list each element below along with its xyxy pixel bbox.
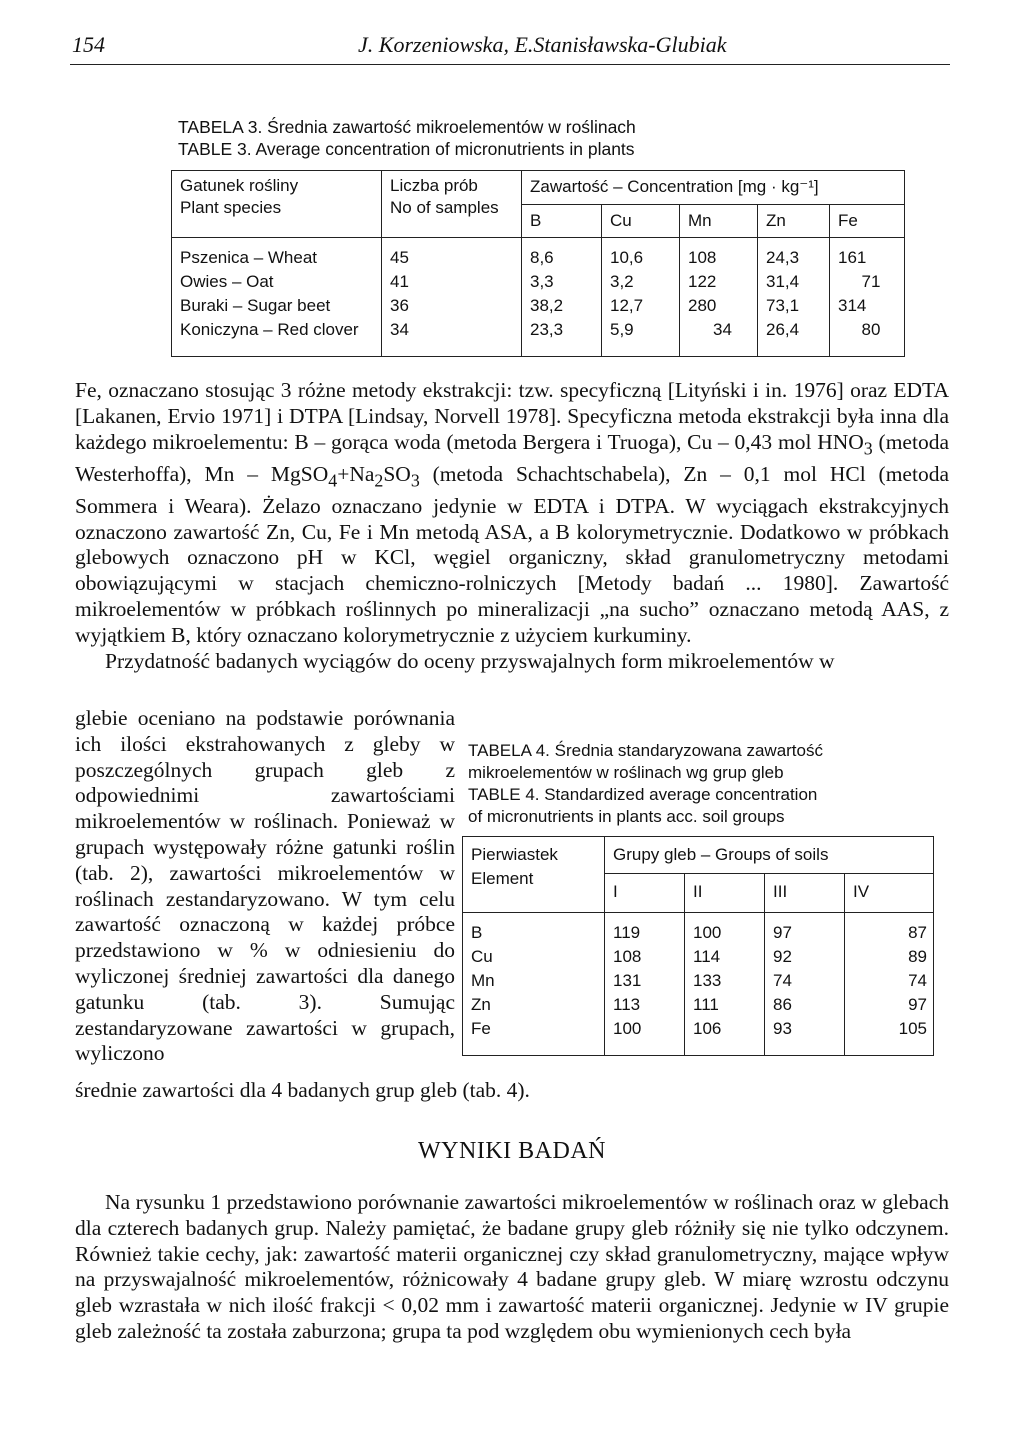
table-row <box>463 969 934 993</box>
table3-samples: 34 <box>382 318 522 357</box>
table4-value-group-i: 113 <box>605 993 685 1017</box>
table4-value-group-iv: 89 <box>845 945 934 969</box>
page-number: 154 <box>72 32 105 57</box>
table3-value-zn: 73,1 <box>758 294 830 318</box>
table4-value-group-ii: 106 <box>685 1017 765 1056</box>
table3-value-zn: 26,4 <box>758 318 830 357</box>
table4-element: B <box>471 923 483 942</box>
table3-value-mn: 280 <box>680 294 758 318</box>
table4-element: Mn <box>471 971 495 990</box>
paragraph-methods <box>75 378 949 674</box>
table3-value-mn: 34 <box>680 318 758 357</box>
table4-value-group-iii: 86 <box>765 993 845 1017</box>
table4-value-group-i: 100 <box>605 1017 685 1056</box>
table3-value-cu: 3,2 <box>602 270 680 294</box>
table-row <box>463 1017 934 1056</box>
table3-samples: 36 <box>382 294 522 318</box>
table4-head-group-ii: II <box>685 874 765 913</box>
table4-head-groups: Grupy gleb – Groups of soils <box>605 837 934 874</box>
table4-head-group-iii: III <box>765 874 845 913</box>
table3-value-cu: 12,7 <box>602 294 680 318</box>
table3-value-b: 8,6 <box>522 238 602 271</box>
table4-value-group-iii: 93 <box>765 1017 845 1056</box>
running-authors: J. Korzeniowska, E.Stanisławska-Glubiak <box>358 32 727 57</box>
table3-caption <box>178 116 636 160</box>
table3-value-zn: 31,4 <box>758 270 830 294</box>
paragraph-results <box>75 1190 949 1345</box>
table-row <box>463 945 934 969</box>
section-title: WYNIKI BADAŃ <box>418 1138 606 1164</box>
table4-value-group-ii: 100 <box>685 913 765 946</box>
table4-value-group-ii: 114 <box>685 945 765 969</box>
table3-species: Pszenica – Wheat <box>180 248 318 267</box>
table3-value-zn: 24,3 <box>758 238 830 271</box>
table3-species: Koniczyna – Red clover <box>180 320 359 339</box>
paragraph-usefulness-end: średnie zawartości dla 4 badanych grup gleb (tab. 4). <box>75 1078 530 1102</box>
table3-head-fe: Fe <box>830 205 905 238</box>
table4-caption: TABELA 4. Średnia standaryzowana zawartość mikroelementów w roślinach wg grup gleb TABLE 4. Standardized average concentration of micronutrients in plants acc. soil groups <box>468 741 823 826</box>
table4-value-group-i: 131 <box>605 969 685 993</box>
table3-caption-pl: TABELA 3. Średnia zawartość mikroelementów w roślinach <box>178 117 636 137</box>
table4-head-group-i: I <box>605 874 685 913</box>
table3-value-fe: 314 <box>830 294 905 318</box>
table4-head-element: Pierwiastek Element <box>463 837 605 913</box>
table4-value-group-ii: 133 <box>685 969 765 993</box>
table3-head-b: B <box>522 205 602 238</box>
table3-head-samples: Liczba prób No of samples <box>382 171 522 238</box>
table3-value-cu: 5,9 <box>602 318 680 357</box>
table4-value-group-iii: 97 <box>765 913 845 946</box>
table3-value-cu: 10,6 <box>602 238 680 271</box>
table4-element: Fe <box>471 1019 491 1038</box>
table-row <box>172 238 905 271</box>
paragraph-usefulness-wrap: glebie oceniano na podstawie porównania ich ilości ekstrahowanych z gleby w poszczególnych grupach gleb z odpowiednimi zawartościami mikroelementów w roślinach. Ponieważ w grupach występowały różne gatunki roślin (tab. 2), zawartości mikroelementów w roślinach zestandaryzowano. W tym celu zawartość oznaczoną w każdej próbce przedstawiono w % w odniesieniu do wyliczonej średniej zawartości dla danego gatunku (tab. 3). Sumując zestandaryzowane zawartości w grupach, wyliczono <box>75 706 455 1066</box>
table3-species: Owies – Oat <box>180 272 274 291</box>
table-row <box>172 318 905 357</box>
table3-head-zn: Zn <box>758 205 830 238</box>
table4-value-group-iv: 97 <box>845 993 934 1017</box>
table4 <box>462 836 934 1056</box>
table-row <box>463 993 934 1017</box>
table3-head-mn: Mn <box>680 205 758 238</box>
table-row <box>172 270 905 294</box>
table4-value-group-iv: 87 <box>845 913 934 946</box>
table3-value-fe: 71 <box>830 270 905 294</box>
table3-samples: 45 <box>382 238 522 271</box>
table4-value-group-i: 108 <box>605 945 685 969</box>
table3-caption-en: TABLE 3. Average concentration of micronutrients in plants <box>178 139 635 159</box>
table3-value-b: 38,2 <box>522 294 602 318</box>
table3-head-cu: Cu <box>602 205 680 238</box>
table3-species: Buraki – Sugar beet <box>180 296 331 315</box>
table3-head-concentration: Zawartość – Concentration [mg · kg⁻¹] <box>522 171 905 205</box>
table-row <box>463 913 934 946</box>
running-header <box>70 30 950 65</box>
table3-samples: 41 <box>382 270 522 294</box>
table3-value-mn: 122 <box>680 270 758 294</box>
table4-value-group-iv: 74 <box>845 969 934 993</box>
table4-value-group-iii: 92 <box>765 945 845 969</box>
table-row <box>172 294 905 318</box>
table3-value-b: 23,3 <box>522 318 602 357</box>
table3-head-species: Gatunek rośliny Plant species <box>172 171 382 238</box>
table4-element: Cu <box>471 947 493 966</box>
table4-value-group-iv: 105 <box>845 1017 934 1056</box>
paragraph-methods-text: Fe, oznaczano stosując 3 różne metody ekstrakcji: tzw. specyficzną [Lityński i in. 1976] oraz EDTA [Lakanen, Ervio 1971] i DTPA [Lindsay, Norvell 1978]. Specyficzna metoda ekstrakcji była inna dla każdego mikroelementu: B – gorąca woda (metoda Bergera i Truoga), Cu – 0,43 mol $HNO_3$ (metoda Westerhoffa), $Mn - MgSO_4+Na_2SO_3$ (metoda Schachtschabela), Zn – 0,1 mol HCl (metoda Sommera i Weara). Żelazo oznaczano jedynie w EDTA i DTPA. W wyciągach ekstrakcyjnych oznaczono zawartość Zn, Cu, Fe i Mn metodą ASA, a B kolorymetrycznie. Dodatkowo w próbkach glebowych oznaczono pH w KCl, węgiel organiczny, skład granulometryczny metodami obowiązującymi w stacjach chemiczno-rolniczych [Metody badań ... 1980]. Zawartość mikroelementów w próbkach roślinnych po mineralizacji „na sucho” oznaczano metodą AAS, z wyjątkiem B, który oznaczano kolorymetrycznie z użyciem kurkuminy. <box>75 378 949 647</box>
table4-value-group-ii: 111 <box>685 993 765 1017</box>
table4-element: Zn <box>471 995 491 1014</box>
table3-value-mn: 108 <box>680 238 758 271</box>
table3-value-b: 3,3 <box>522 270 602 294</box>
table3 <box>171 170 905 357</box>
table3-value-fe: 80 <box>830 318 905 357</box>
table4-value-group-i: 119 <box>605 913 685 946</box>
table4-value-group-iii: 74 <box>765 969 845 993</box>
paragraph-results-text: Na rysunku 1 przedstawiono porównanie zawartości mikroelementów w roślinach oraz w glebach dla czterech badanych grup. Należy pamiętać, że badane grupy gleb różniły się nie tylko odczynem. Również takie cechy, jak: zawartość materii organicznej czy skład granulometryczny, mające wpływ na przyswajalność mikroelementów, różnicowały 4 badane grupy gleb. W miarę wzrostu odczynu gleb wzrastała w nich ilość frakcji < 0,02 mm i zawartość materii organicznej. Jedynie w IV grupie gleb zależność ta została zaburzona; grupa ta pod względem obu wymienionych cech była <box>75 1190 949 1343</box>
paragraph-usefulness-start: Przydatność badanych wyciągów do oceny przyswajalnych form mikroelementów w <box>105 648 835 673</box>
table4-head-group-iv: IV <box>845 874 934 913</box>
table3-value-fe: 161 <box>830 238 905 271</box>
